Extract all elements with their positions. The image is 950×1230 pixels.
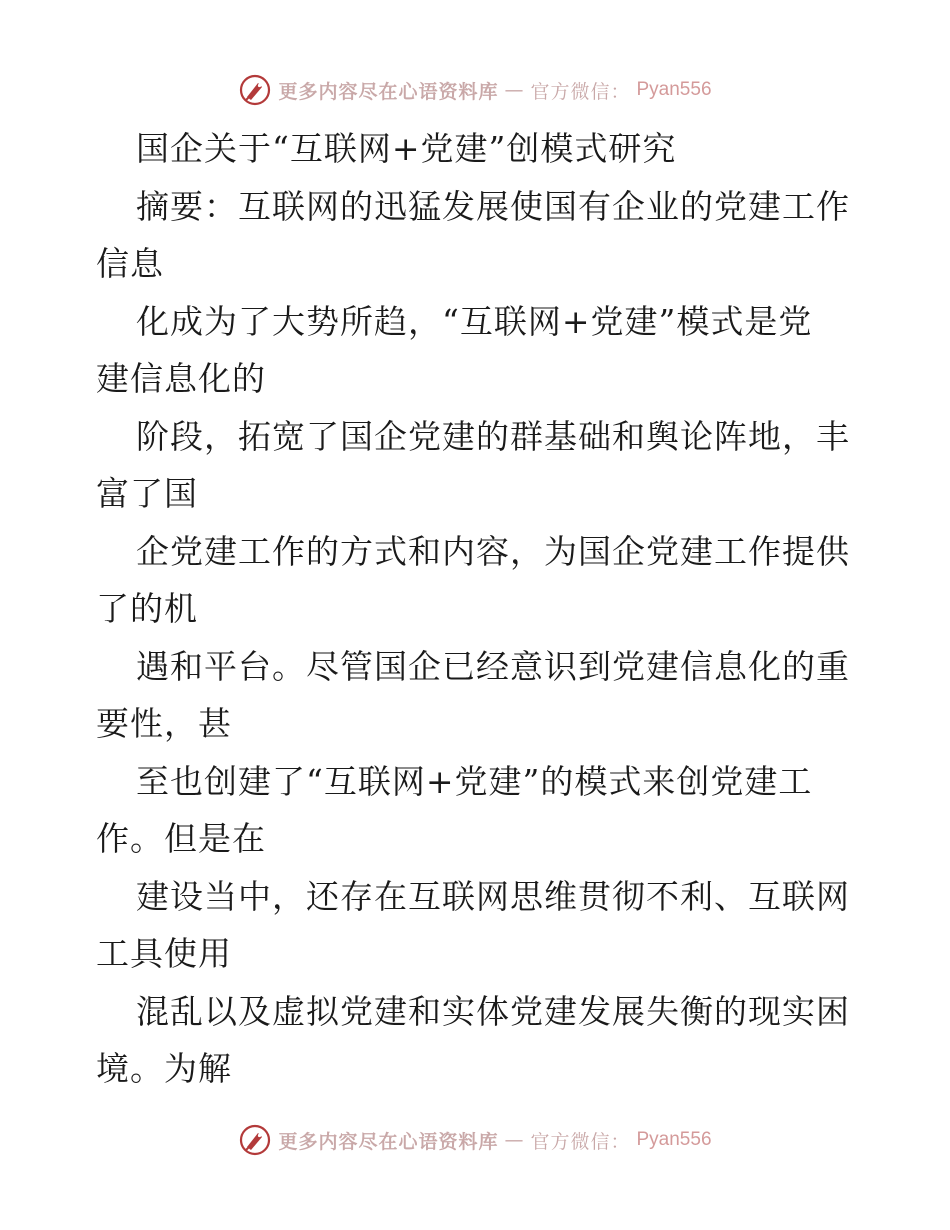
banner-separator: —	[504, 1129, 525, 1151]
text-line: 建设当中，还存在互联网思维贯彻不利、互联网	[136, 876, 850, 916]
banner-wechat-id: Pyan556	[636, 1129, 712, 1150]
pen-nib-seal-icon	[238, 1123, 272, 1157]
pen-nib-seal-icon	[238, 73, 272, 107]
text-line: 遇和平台。尽管国企已经意识到党建信息化的重	[136, 646, 850, 686]
text-line: 境。为解	[96, 1049, 232, 1088]
text-line: 摘要：互联网的迅猛发展使国有企业的党建工作	[136, 186, 850, 226]
text-line: 工具使用	[96, 934, 232, 973]
banner-wechat-id: Pyan556	[636, 79, 712, 100]
text-line: 化成为了大势所趋，“互联网+党建”模式是党	[136, 301, 813, 341]
header-watermark-banner	[0, 70, 950, 110]
text-line: 信息	[96, 244, 164, 283]
text-line: 混乱以及虚拟党建和实体党建发展失衡的现实困	[136, 991, 850, 1031]
text-line: 了的机	[96, 589, 198, 628]
text-line: 作。但是在	[96, 819, 266, 858]
document-title: 国企关于“互联网+党建”创模式研究	[136, 129, 677, 168]
text-line: 富了国	[96, 474, 198, 513]
banner-wechat-label: 官方微信：	[530, 80, 631, 103]
text-line: 建信息化的	[96, 359, 266, 398]
text-line: 阶段，拓宽了国企党建的群基础和舆论阵地，丰	[136, 416, 850, 456]
text-line: 至也创建了“互联网+党建”的模式来创党建工	[136, 761, 813, 801]
document-body	[96, 120, 866, 1098]
banner-main-text: 更多内容尽在心语资料库	[278, 1130, 499, 1153]
footer-watermark-banner	[0, 1120, 950, 1160]
banner-main-text: 更多内容尽在心语资料库	[278, 80, 499, 103]
banner-wechat-label: 官方微信：	[530, 1130, 631, 1153]
banner-separator: —	[504, 79, 525, 101]
text-line: 要性，甚	[96, 704, 232, 743]
text-line: 企党建工作的方式和内容，为国企党建工作提供	[136, 531, 850, 571]
